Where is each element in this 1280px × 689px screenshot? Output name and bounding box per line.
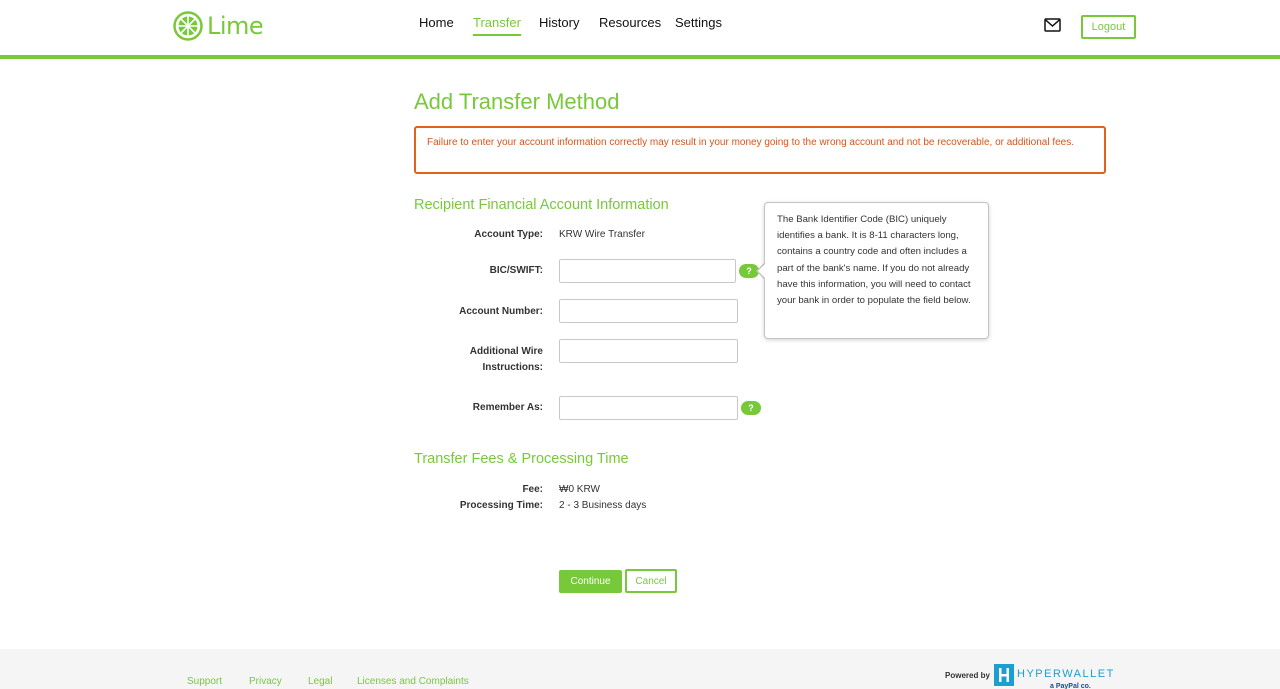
footer-link-privacy[interactable]: Privacy: [249, 676, 282, 687]
processing-time-value: 2 - 3 Business days: [559, 500, 647, 511]
header-accent-bar: [0, 55, 1280, 59]
wire-instructions-label: [393, 344, 543, 376]
hyperwallet-mark-icon: [994, 664, 1014, 686]
remember-as-help-icon[interactable]: ?: [741, 401, 761, 415]
nav-history[interactable]: History: [539, 15, 580, 30]
account-number-label: Account Number:: [459, 306, 543, 317]
bic-tooltip-text: The Bank Identifier Code (BIC) uniquely identifies a bank. It is 8-11 characters long, contains a country code and often includes a part of the bank's name. If you do not already have this information, you will need to contact your bank in order to populate the field below.: [777, 214, 971, 307]
powered-by-label: Powered by: [945, 671, 990, 680]
recipient-section-title: Recipient Financial Account Information: [414, 197, 669, 213]
fee-value: ₩0 KRW: [559, 484, 600, 495]
continue-button[interactable]: Continue: [559, 570, 622, 593]
app-header: [0, 0, 1280, 55]
footer-link-legal[interactable]: Legal: [308, 676, 333, 687]
hyperwallet-paypal-sub: a PayPal co.: [1050, 683, 1091, 689]
processing-time-label: Processing Time:: [459, 500, 543, 511]
hyperwallet-logo-icon: [994, 664, 1014, 686]
account-warning-alert: Failure to enter your account information correctly may result in your money going to the wrong account and not be recoverable, or additional fees.: [414, 126, 1106, 174]
cancel-button[interactable]: Cancel: [625, 569, 677, 593]
logout-button[interactable]: Logout: [1081, 15, 1136, 39]
account-type-value: KRW Wire Transfer: [559, 229, 645, 240]
footer-link-licenses[interactable]: Licenses and Complaints: [357, 676, 469, 687]
lime-logo-text: Lime: [207, 12, 264, 40]
account-type-label: Account Type:: [474, 229, 543, 240]
mail-icon[interactable]: [1044, 18, 1061, 32]
nav-home[interactable]: Home: [419, 15, 454, 30]
bic-help-icon[interactable]: ?: [739, 264, 759, 278]
account-number-input[interactable]: [559, 299, 738, 323]
bic-swift-input[interactable]: [559, 259, 736, 283]
page-title: Add Transfer Method: [414, 89, 620, 114]
remember-as-label: Remember As:: [472, 402, 543, 413]
footer-link-support[interactable]: Support: [187, 676, 223, 687]
bic-tooltip: [764, 202, 989, 339]
nav-transfer[interactable]: Transfer: [473, 15, 521, 36]
page-footer: [0, 649, 1280, 689]
nav-resources[interactable]: Resources: [599, 15, 662, 30]
nav-settings[interactable]: Settings: [675, 15, 722, 30]
bic-swift-label: BIC/SWIFT:: [489, 265, 543, 276]
remember-as-input[interactable]: [559, 396, 738, 420]
wire-instructions-label-line1: Additional Wire: [469, 346, 543, 357]
wire-instructions-input[interactable]: [559, 339, 738, 363]
hyperwallet-wordmark: HYPERWALLET: [1017, 668, 1115, 680]
fees-section-title: Transfer Fees & Processing Time: [414, 451, 629, 467]
fee-label: Fee:: [522, 484, 543, 495]
tooltip-arrow-inner: [758, 263, 766, 279]
wire-instructions-label-line2: Instructions:: [482, 362, 543, 373]
